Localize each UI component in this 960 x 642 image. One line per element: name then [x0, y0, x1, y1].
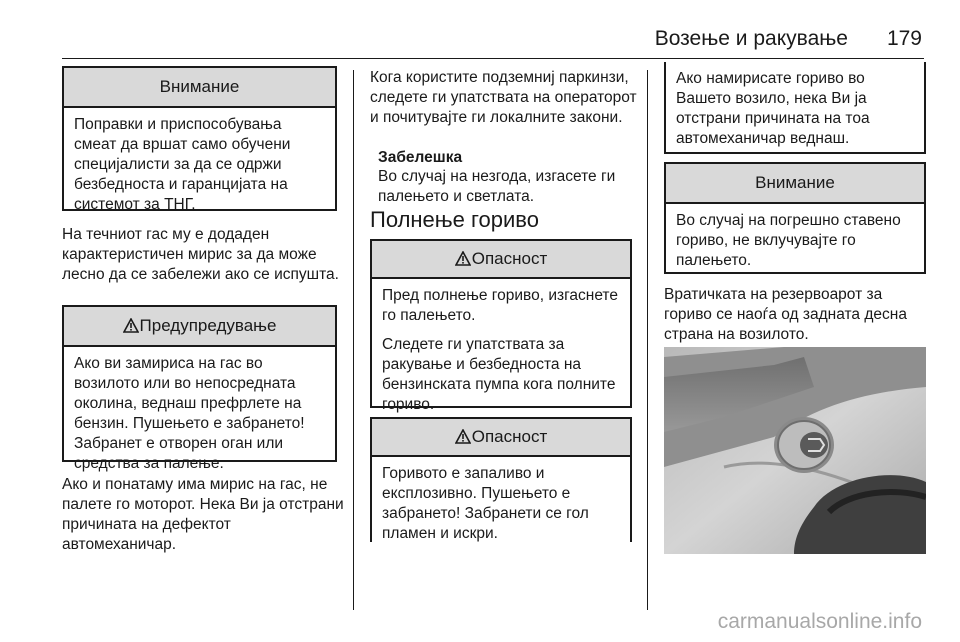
- danger-box-2-text: Горивото е запаливо и експлозивно. Пушењето е забрането! Забранети се гол пламен и искри.: [382, 465, 589, 542]
- warning-box-title: Предупредување: [139, 316, 277, 335]
- watermark: carmanualsonline.info: [717, 610, 922, 633]
- caution-box-2-title: Внимание: [666, 164, 924, 204]
- column-divider-left: [353, 70, 354, 610]
- page-number: 179: [886, 27, 922, 50]
- warning-box-header: [64, 307, 335, 347]
- danger-box-2-title: Опасност: [471, 427, 548, 446]
- car-rear-illustration: [664, 347, 926, 554]
- danger-box-1-title: Опасност: [471, 249, 548, 268]
- caution-box: [62, 66, 337, 211]
- caution-box-title: Внимание: [64, 68, 335, 108]
- caution-box-2: [664, 162, 926, 274]
- warning-triangle-icon: [455, 429, 471, 444]
- continued-box-text: Ако намирисате гориво во Вашето возило, нека Ви ја отстрани причината на тоа автомеханичар веднаш.: [676, 70, 870, 147]
- danger-box-1: [370, 239, 632, 413]
- fuel-flap-paragraph: Вратичката на резервоарот за гориво се наоѓа од задната десна страна на возилото.: [664, 286, 907, 343]
- warning-triangle-icon: [123, 318, 139, 333]
- warning-box-text: Ако ви замириса на гас во возилото или во непосредната околина, веднаш префрлете на бензин. Пушењето е забрането! Забранет е отворен оган или средства за палење.: [74, 355, 305, 472]
- danger-box-1-header: [372, 241, 630, 279]
- caution-box-2-text: Во случај на погрешно ставено гориво, не вклучувајте го палењето.: [676, 212, 901, 269]
- gas-smell-paragraph: Ако и понатаму има мирис на гас, не палете го моторот. Нека Ви ја отстрани причината на дефектот автомеханичар.: [62, 476, 344, 553]
- header-title: Возење и ракување: [654, 27, 848, 50]
- lpg-odor-paragraph: На течниот гас му е додаден карактеристичен мирис за да може лесно да се забележи ако се испушта.: [62, 226, 339, 283]
- continued-box: [664, 62, 926, 154]
- danger-box-1-text-1: Пред полнење гориво, изгаснете го палењето.: [382, 287, 618, 324]
- fuel-filler-flap-photo: [664, 347, 926, 554]
- column-divider-right: [647, 70, 648, 610]
- section-title: Полнење гориво: [370, 207, 539, 232]
- danger-box-2: [370, 417, 632, 542]
- warning-box: [62, 305, 337, 472]
- danger-box-2-header: [372, 419, 630, 457]
- warning-triangle-icon: [455, 251, 471, 266]
- danger-box-1-text-2: Следете ги упатствата за ракување и безбедноста на бензинската пумпа кога полните гориво.: [382, 336, 616, 413]
- caution-box-text: Поправки и приспособувања смеат да вршат само обучени специјалисти за да се одржи безбедноста и гаранцијата на системот за ТНГ.: [74, 116, 291, 213]
- garage-paragraph: Кога користите подземниј паркинзи, следете ги упатствата на операторот и почитувајте ги локалните закони.: [370, 69, 637, 126]
- note-label: Забелешка: [378, 149, 463, 166]
- header-rule: [62, 58, 924, 59]
- note-text: Во случај на незгода, изгасете ги палењето и светлата.: [378, 168, 616, 205]
